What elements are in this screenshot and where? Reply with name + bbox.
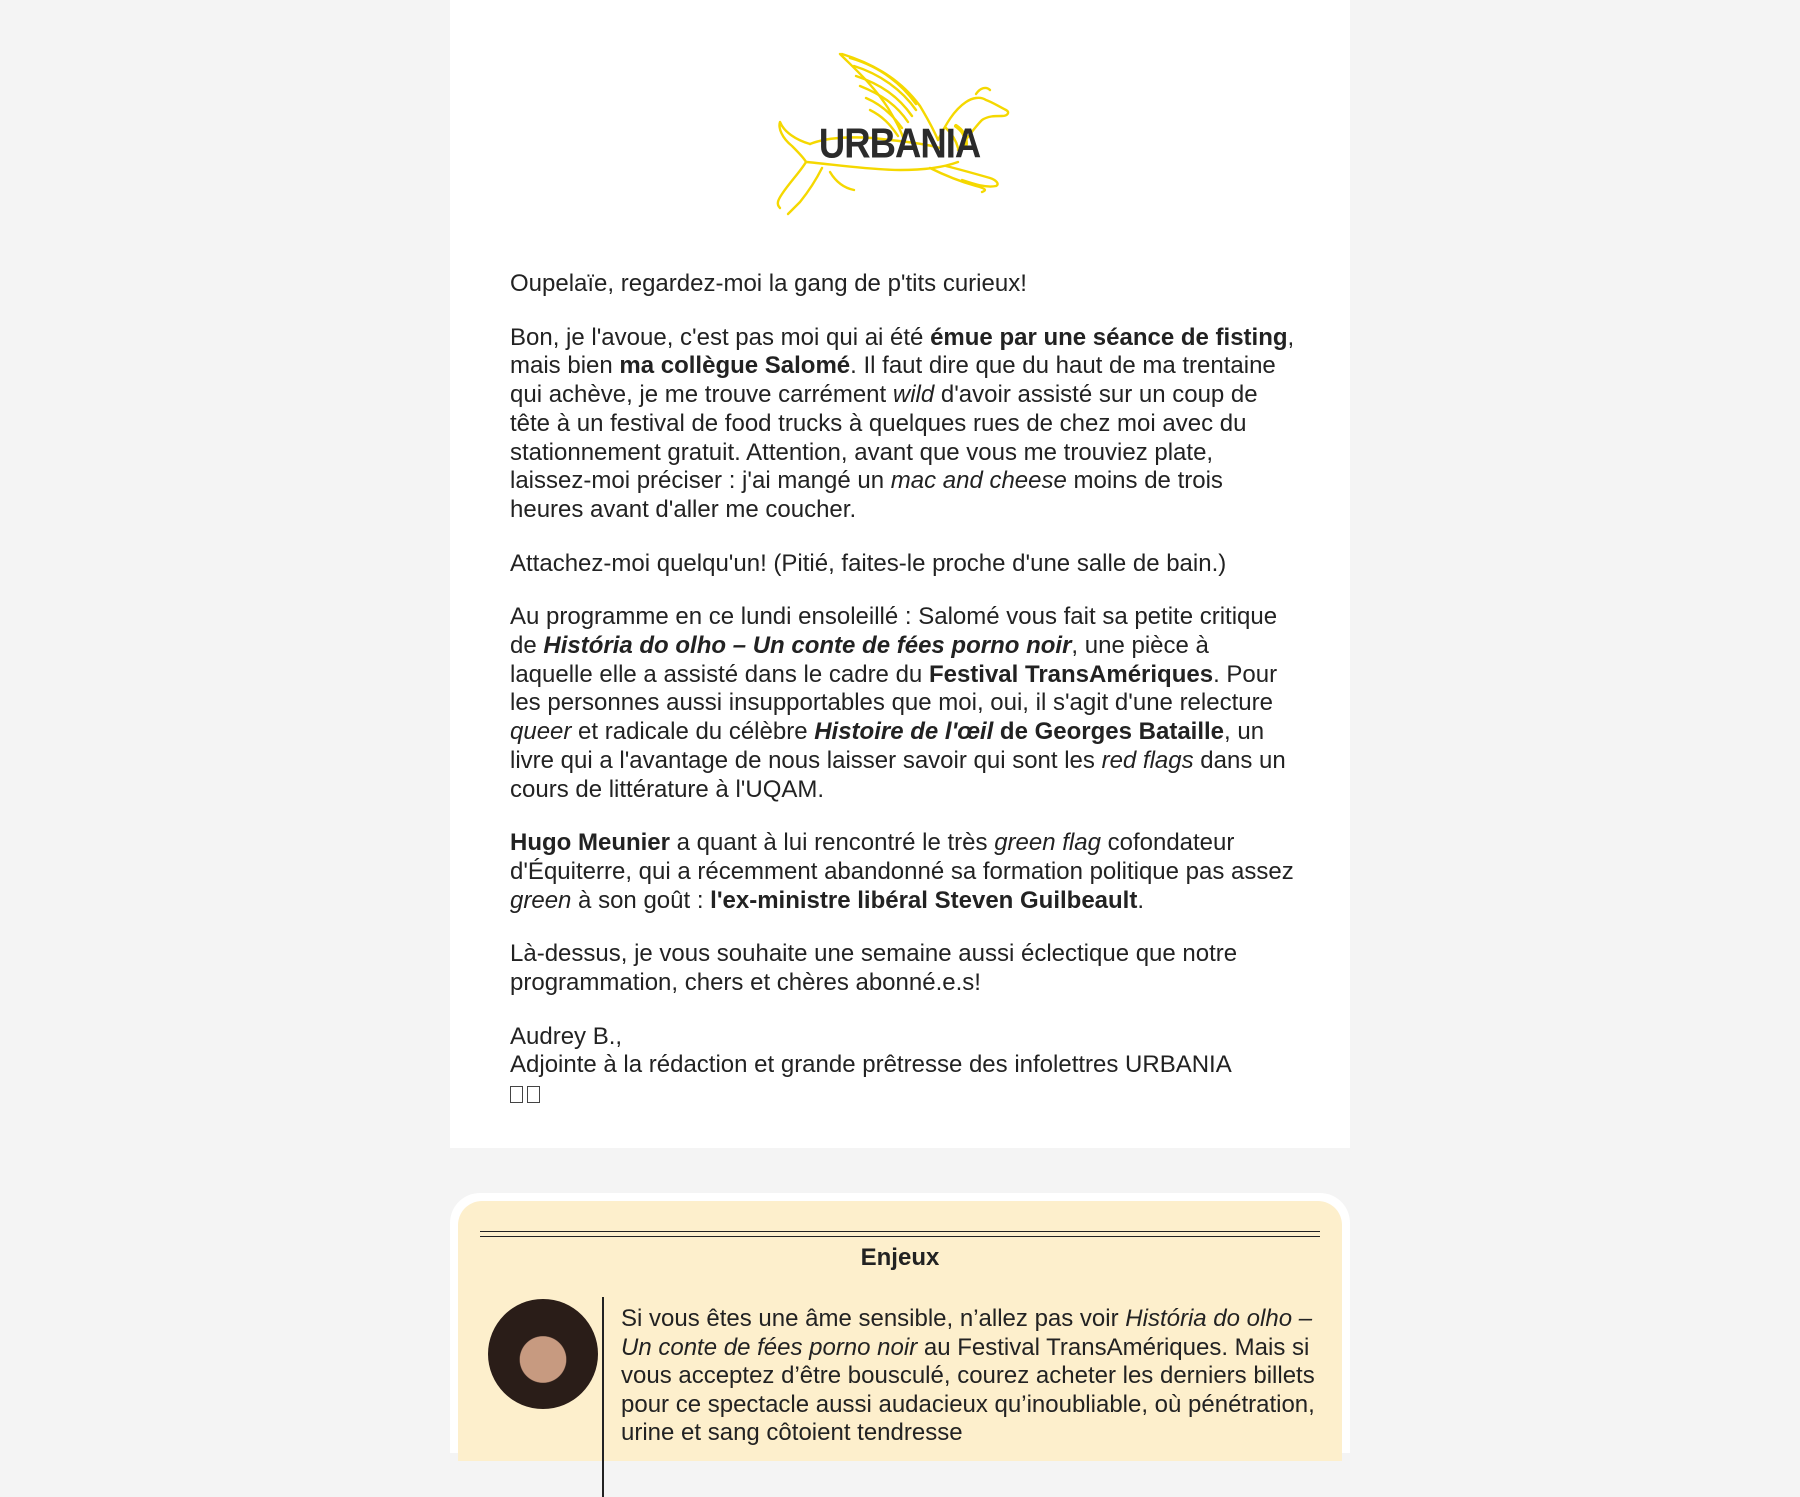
section-body: [621, 1305, 1321, 1448]
text-italic: queer: [510, 718, 572, 746]
text-span: , un livre qui a l'avantage de nous laisser savoir qui sont les: [510, 718, 1265, 774]
text-span: a quant à lui rencontré le très: [670, 829, 995, 857]
text-span: à son goût :: [571, 886, 711, 914]
text-bold: de Georges Bataille: [993, 718, 1225, 746]
text-span: Si vous êtes une âme sensible, n’allez pas voir: [621, 1305, 1126, 1332]
enjeux-panel: [458, 1201, 1342, 1461]
winged-greyhound-logo-icon: [770, 44, 1030, 224]
intro-paragraph-2: Attachez-moi quelqu'un! (Pitié, faites-le proche d'une salle de bain.): [510, 549, 1227, 577]
text-span: moins de trois heures avant d'aller me coucher.: [510, 467, 1223, 523]
logo-wordmark: URBANIA: [818, 120, 981, 167]
text-italic: green: [510, 886, 572, 914]
text-span: au Festival TransAmériques. Mais si vous acceptez d’être bousculé, courez acheter les derniers billets pour ce spectacle aussi audacieux qu’inoubliable, où pénétration, urine et sang côtoient tendresse: [621, 1333, 1315, 1447]
enjeux-section: [450, 1193, 1350, 1453]
text-bold: Festival TransAmériques: [928, 660, 1214, 688]
missing-glyph-icon: [510, 1086, 523, 1103]
signature: [510, 1023, 1295, 1109]
double-rule-divider: [480, 1231, 1320, 1237]
text-italic: wild: [892, 381, 935, 409]
text-bold-italic: História do olho – Un conte de fées porno noir: [543, 632, 1072, 660]
text-span: , une pièce à laquelle elle a assisté dans le cadre du: [510, 632, 1209, 688]
section-title: Enjeux: [860, 1244, 940, 1271]
text-span: d'avoir assisté sur un coup de tête à un festival de food trucks à quelques rues de chez moi avec du stationnement gratuit. Attention, avant que vous me trouviez plate, laissez-moi préciser : j'ai mangé un: [510, 381, 1258, 495]
intro-text: [510, 270, 1295, 1134]
signature-role: Adjointe à la rédaction et grande prêtresse des infolettres URBANIA: [510, 1051, 1232, 1079]
text-bold-italic: Histoire de l'œil: [814, 718, 994, 746]
text-italic: História do olho – Un conte de fées porno noir: [621, 1305, 1313, 1361]
text-span: cofondateur d'Équiterre, qui a récemment abandonné sa formation politique pas assez: [510, 829, 1294, 885]
text-span: dans un cours de littérature à l'UQAM.: [510, 746, 1286, 803]
greeting: Oupelaïe, regardez-moi la gang de p'tits curieux!: [510, 270, 1027, 297]
logo[interactable]: [450, 44, 1350, 224]
intro-paragraph-5: Là-dessus, je vous souhaite une semaine aussi éclectique que notre programmation, chers et chères abonné.e.s!: [510, 940, 1238, 997]
signature-name: Audrey B.,: [510, 1022, 623, 1050]
text-span: et radicale du célèbre: [571, 718, 815, 746]
text-span: Au programme en ce lundi ensoleillé : Salomé vous fait sa petite critique de: [510, 603, 1278, 660]
intro-paragraph-3: [510, 603, 1295, 804]
text-span: .: [1137, 886, 1144, 914]
text-italic: red flags: [1101, 746, 1194, 774]
author-avatar: [488, 1299, 598, 1409]
text-bold: Hugo Meunier: [510, 829, 670, 857]
text-span: , mais bien: [510, 323, 1295, 380]
text-italic: green flag: [994, 829, 1101, 857]
missing-glyph-icon: [527, 1086, 540, 1103]
text-bold: ma collègue Salomé: [619, 352, 851, 380]
newsletter-card: [450, 0, 1350, 1148]
text-italic: mac and cheese: [890, 467, 1067, 495]
text-bold: émue par une séance de fisting: [930, 323, 1288, 351]
text-span: . Pour les personnes aussi insupportables que moi, oui, il s'agit d'une relecture: [510, 660, 1278, 717]
text-bold: l'ex-ministre libéral Steven Guilbeault: [710, 886, 1138, 914]
text-span: . Il faut dire que du haut de ma trentaine qui achève, je me trouve carrément: [510, 352, 1276, 409]
intro-paragraph-4: [510, 829, 1295, 915]
text-span: Bon, je l'avoue, c'est pas moi qui ai été: [510, 323, 931, 351]
vertical-divider: [602, 1297, 604, 1497]
intro-paragraph-1: [510, 324, 1295, 525]
